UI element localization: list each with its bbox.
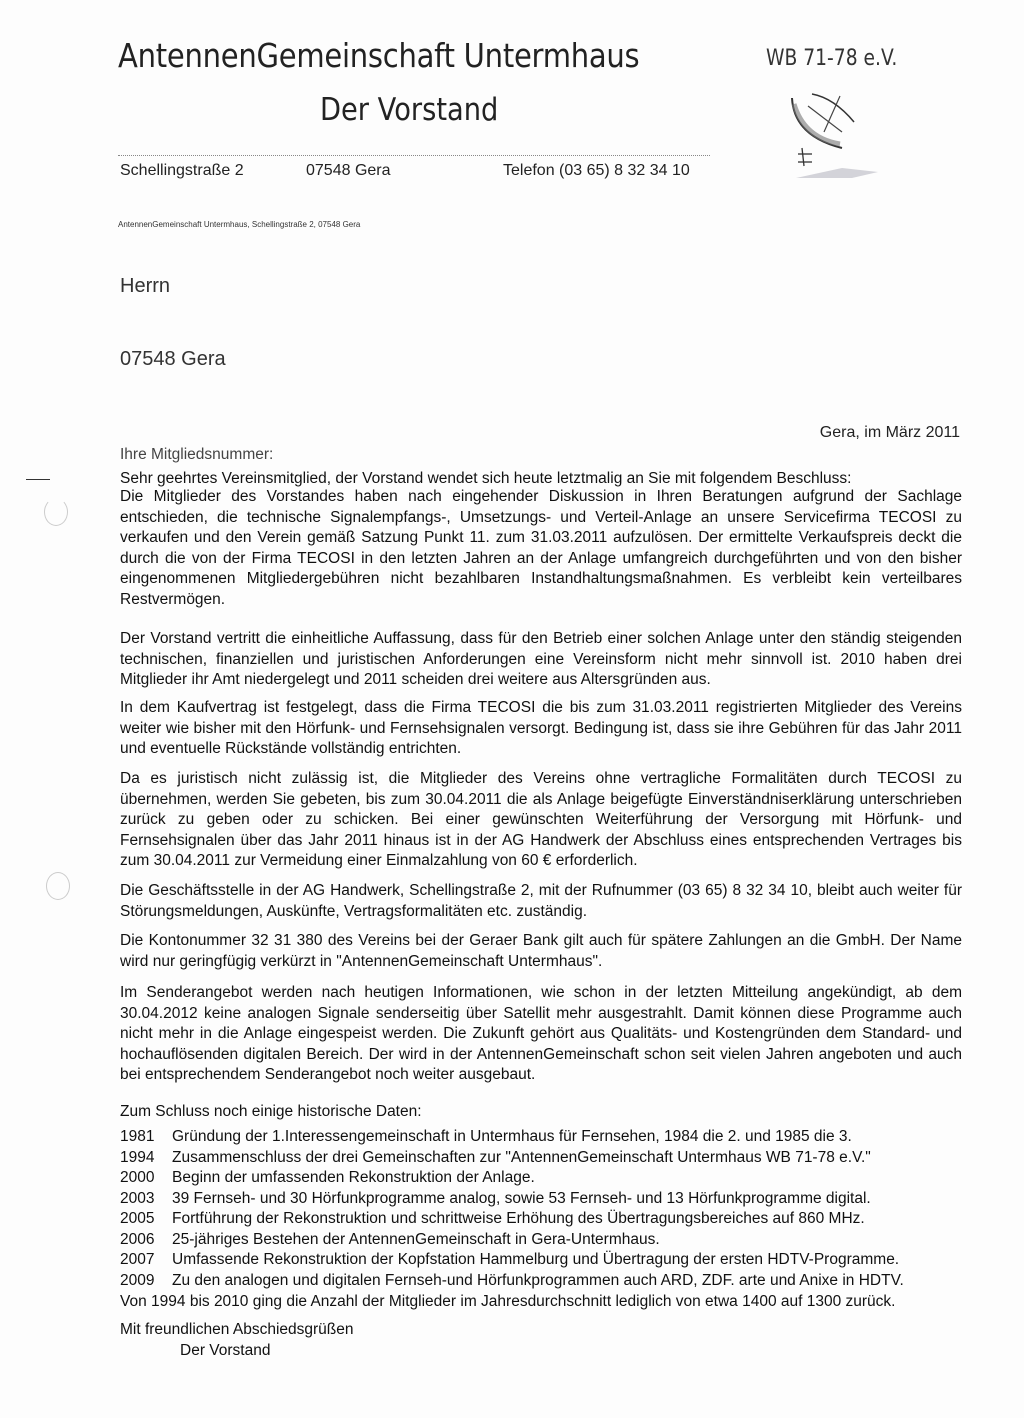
closing-farewell: Mit freundlichen Abschiedsgrüßen — [120, 1321, 354, 1338]
history-entry — [120, 1148, 980, 1169]
body-paragraph: Da es juristisch nicht zulässig ist, die Mitglieder des Vereins ohne vertragliche Formalitäten durch TECOSI zu übernehmen, werden Sie gebeten, bis zum 30.04.2011 die als Anlage beigefügte Einverständniserklärung unterschrieben zurück zu geben oder zu schicken. Bei einer gewünschten Weiterführung der Versorgung mit Hörfunk- und Fernsehsignalen über das Jahr 2011 hinaus ist in der AG Handwerk der Abschluss eines entsprechenden Vertrages bis zum 30.04.2011 zur Vermeidung einer Einmalzahlung von 60 € erforderlich. — [120, 770, 962, 870]
history-text: Gründung der 1.Interessengemeinschaft in Untermhaus für Fernsehen, 1984 die 2. und 1985 die 3. — [172, 1128, 852, 1145]
letterhead-phone: Telefon (03 65) 8 32 34 10 — [503, 162, 690, 179]
membership-summary: Von 1994 bis 2010 ging die Anzahl der Mitglieder im Jahresdurchschnitt lediglich von etwa 1400 auf 1300 zurück. — [120, 1293, 896, 1310]
history-entry — [120, 1250, 980, 1271]
history-entry — [120, 1209, 980, 1230]
history-year: 2000 — [120, 1169, 155, 1186]
history-text: Umfassende Rekonstruktion der Kopfstation Hammelburg und Übertragung der ersten HDTV-Programme. — [172, 1251, 900, 1268]
member-number-label: Ihre Mitgliedsnummer: — [120, 446, 274, 463]
greeting: Sehr geehrtes Vereinsmitglied, der Vorstand wendet sich heute letztmalig an Sie mit folgendem Beschluss: — [120, 470, 852, 487]
fold-mark — [26, 479, 50, 480]
organization-suffix: WB 71-78 e.V. — [766, 46, 898, 71]
history-year: 1981 — [120, 1128, 155, 1145]
body-paragraph: Im Senderangebot werden nach heutigen Informationen, wie schon in der letzten Mitteilung angekündigt, ab dem 30.04.2012 keine analogen Signale senderseitig über Satellit mehr ausgestrahlt. Damit können diese Programme auch nicht mehr in die Anlage eingespeist werden. Die Zukunft gehört aus Qualitäts- und Kostengründen dem Standard- und hochauflösenden digitalen Bereich. Der wird in der AntennenGemeinschaft schon seit vielen Jahren angeboten und auch bei entsprechendem Senderangebot noch weiter ausgebaut. — [120, 984, 962, 1084]
history-entry — [120, 1168, 980, 1189]
history-entry — [120, 1127, 980, 1148]
punch-hole-mark — [44, 498, 68, 526]
body-paragraph: Die Kontonummer 32 31 380 des Vereins bei der Geraer Bank gilt auch für spätere Zahlungen an die GmbH. Der Name wird nur geringfügig verkürzt in "AntennenGemeinschaft Untermhaus". — [120, 932, 962, 970]
punch-hole-mark — [46, 872, 70, 900]
letterhead-street: Schellingstraße 2 — [120, 162, 244, 179]
history-year: 2007 — [120, 1251, 155, 1268]
body-paragraph: Die Geschäftsstelle in der AG Handwerk, Schellingstraße 2, mit der Rufnummer (03 65) 8 32 34 10, bleibt auch weiter für Störungsmeldungen, Auskünfte, Vertragsformalitäten etc. zuständig. — [120, 882, 962, 920]
history-text: Zu den analogen und digitalen Fernseh-und Hörfunkprogrammen auch ARD, ZDF. arte und Anixe in HDTV. — [172, 1271, 904, 1289]
history-year: 2009 — [120, 1271, 155, 1289]
header-separator — [118, 155, 710, 156]
body-paragraph: Der Vorstand vertritt die einheitliche Auffassung, dass für den Betrieb einer solchen Anlage unter den ständig steigenden technischen, finanziellen und juristischen Anforderungen eine Vereinsform nicht mehr sinnvoll ist. 2010 haben drei Mitglieder ihr Amt niedergelegt und 2011 scheiden drei weitere aus Altersgründen aus. — [120, 630, 962, 689]
history-entry — [120, 1230, 980, 1251]
body-paragraph: Die Mitglieder des Vorstandes haben nach eingehender Diskussion in Ihren Beratungen aufgrund der Sachlage entschieden, die technische Signalempfangs-, Umsetzungs- und Verteil-Anlage an unsere Servicefirma TECOSI zu verkaufen und den Verein gemäß Satzung Punkt 11. zum 31.03.2011 aufzulösen. Der ermittelte Verkaufspreis deckt die durch die von der Firma TECOSI in den letzten Jahren an der Anlage umfangreich durchgeführten und von den bisher eingenommenen Mitgliedergebühren nicht bezahlbaren Instandhaltungsmaßnahmen. Es verbleibt kein verteilbares Restvermögen. — [120, 488, 962, 608]
history-year: 2005 — [120, 1210, 155, 1227]
recipient-salutation: Herrn — [120, 275, 171, 297]
letter-date: Gera, im März 2011 — [819, 424, 960, 441]
history-text: Fortführung der Rekonstruktion und schrittweise Erhöhung des Übertragungsbereiches auf 860 MHz. — [172, 1210, 865, 1227]
history-title: Zum Schluss noch einige historische Daten: — [120, 1103, 422, 1120]
sender-return-address: AntennenGemeinschaft Untermhaus, Schellingstraße 2, 07548 Gera — [118, 220, 361, 229]
history-text: Zusammenschluss der drei Gemeinschaften zur "AntennenGemeinschaft Untermhaus WB 71-78 e.V." — [172, 1148, 871, 1166]
recipient-city: 07548 Gera — [120, 348, 226, 370]
body-paragraph: In dem Kaufvertrag ist festgelegt, dass die Firma TECOSI die bis zum 31.03.2011 registrierten Mitglieder des Vereins weiter wie bisher mit den Hörfunk- und Fernsehsignalen versorgt. Bedingung ist, dass sie ihre Gebühren für das Jahr 2011 und eventuelle Rückstände vollständig entrichten. — [120, 699, 962, 758]
history-year: 2003 — [120, 1189, 155, 1207]
history-text: 39 Fernseh- und 30 Hörfunkprogramme analog, sowie 53 Fernseh- und 13 Hörfunkprogramme digital. — [172, 1189, 871, 1207]
history-entry — [120, 1189, 980, 1210]
history-entry — [120, 1271, 980, 1292]
satellite-dish-icon — [782, 86, 902, 186]
letterhead-subtitle: Der Vorstand — [320, 92, 499, 128]
history-text: 25-jähriges Bestehen der AntennenGemeinschaft in Gera-Untermhaus. — [172, 1230, 660, 1248]
history-year: 2006 — [120, 1230, 155, 1248]
closing — [120, 1319, 354, 1361]
history-list — [120, 1127, 980, 1291]
organization-name: AntennenGemeinschaft Untermhaus — [118, 36, 640, 75]
letterhead-city: 07548 Gera — [306, 162, 391, 179]
history-text: Beginn der umfassenden Rekonstruktion der Anlage. — [172, 1169, 535, 1186]
history-year: 1994 — [120, 1148, 155, 1166]
closing-signature: Der Vorstand — [180, 1342, 271, 1359]
